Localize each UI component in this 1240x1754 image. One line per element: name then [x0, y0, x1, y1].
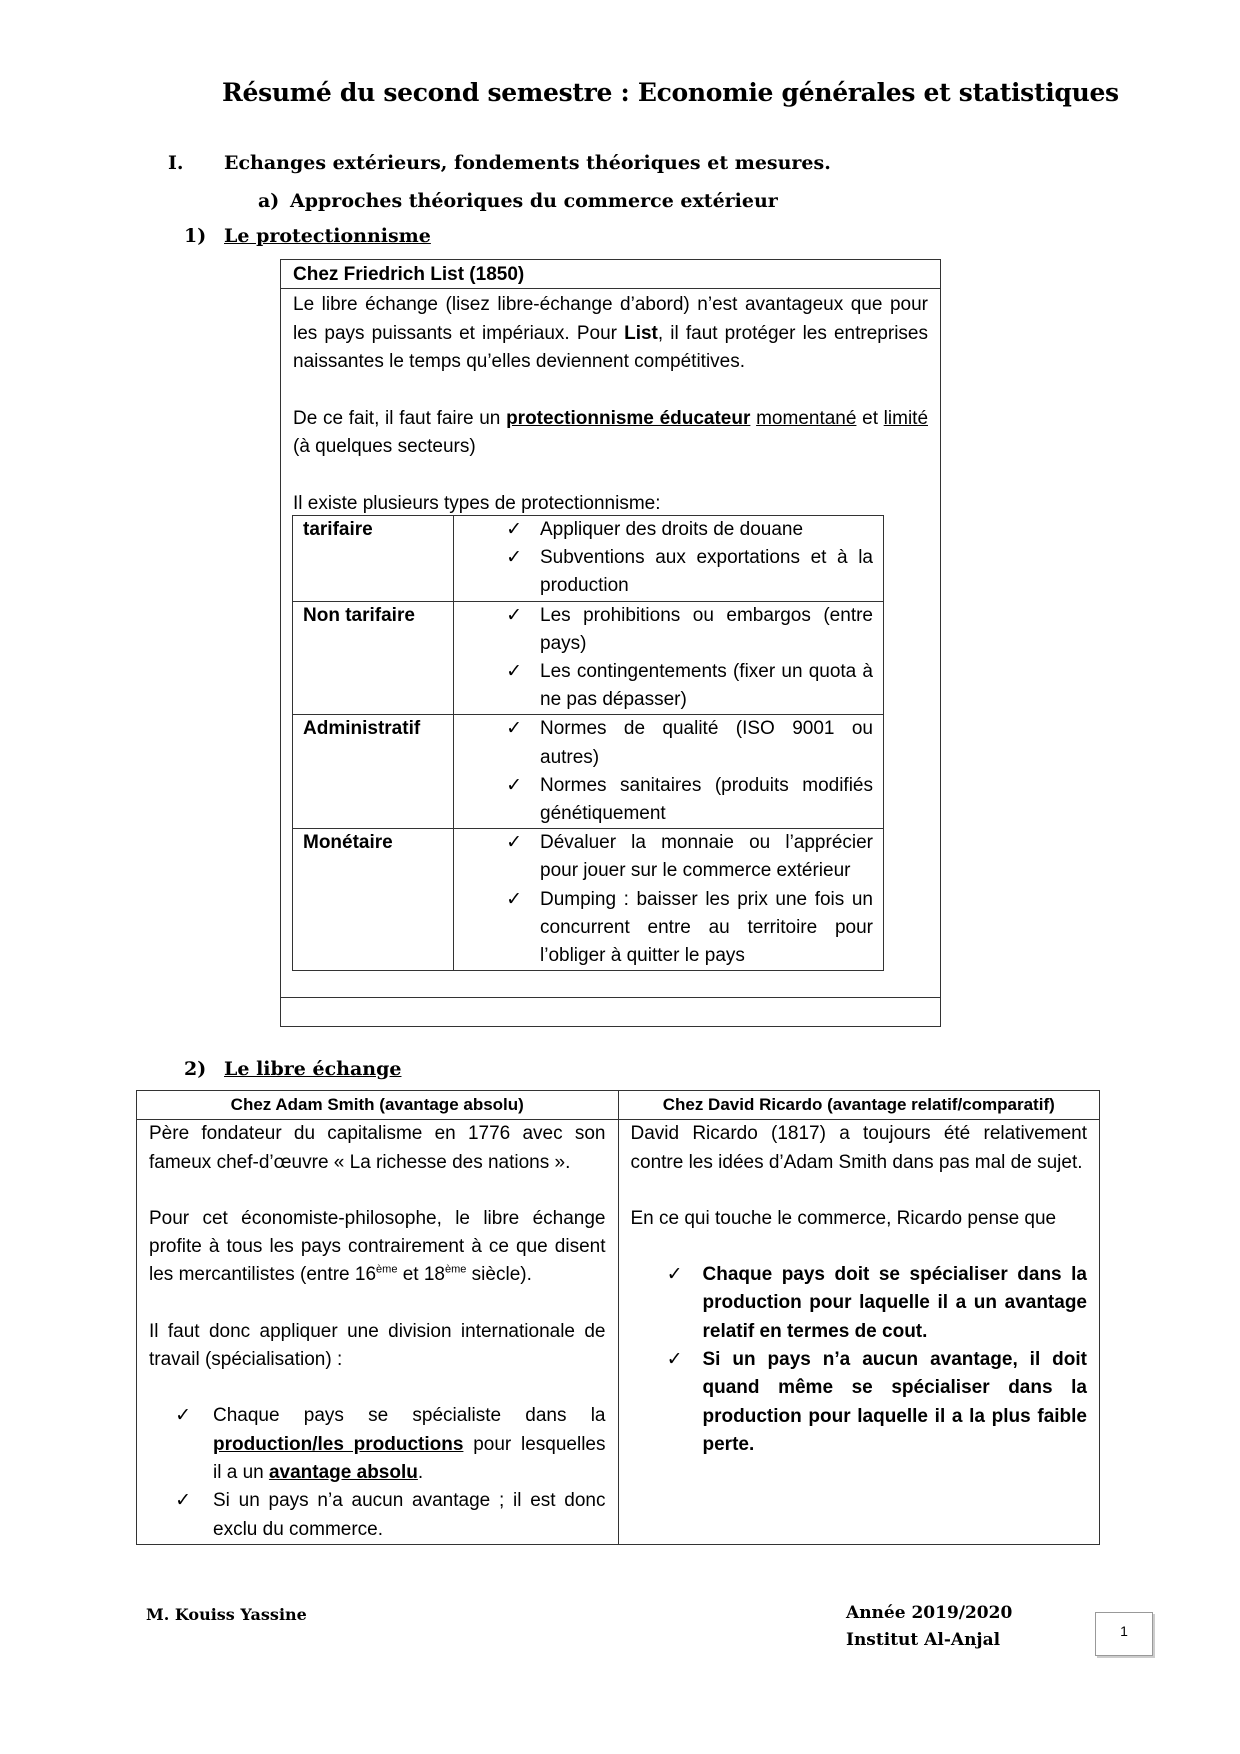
text: . — [417, 1461, 424, 1483]
ricardo-check-item — [631, 1346, 1088, 1459]
smith-paragraph-1: Père fondateur du capitalisme en 1776 avec son fameux chef-d’œuvre « La richesse des nations ». — [149, 1123, 606, 1173]
subsection-label: Approches théoriques du commerce extérieur — [290, 190, 778, 212]
protection-type-row — [293, 516, 884, 602]
check-icon: ✓ — [506, 519, 522, 540]
check-icon: ✓ — [506, 888, 522, 910]
check-text: Subventions aux exportations et à la production — [540, 547, 873, 597]
page-title: Résumé du second semestre : Economie générales et statistiques — [222, 78, 1119, 107]
bold-underlined-text: protectionnisme éducateur — [506, 407, 751, 429]
bold-underlined-text: production/les productions — [213, 1433, 464, 1455]
check-icon: ✓ — [506, 604, 522, 626]
text: Le libre échange (lisez libre-échange d’abord) n’est avantageux que pour les pays puissants et impériaux. Pour — [293, 294, 928, 344]
check-text: Si un pays n’a aucun avantage ; il est donc exclu du commerce. — [213, 1490, 606, 1540]
list-box-footer-row — [281, 997, 940, 1026]
ricardo-column-header: Chez David Ricardo (avantage relatif/comparatif) — [618, 1091, 1100, 1120]
protection-type-items — [454, 715, 884, 829]
check-icon: ✓ — [175, 1490, 191, 1512]
check-text: Normes de qualité (ISO 9001 ou autres) — [540, 718, 873, 768]
check-text: Normes sanitaires (produits modifiés génétiquement — [540, 774, 873, 825]
page-number: 1 — [1095, 1612, 1153, 1656]
check-item — [454, 544, 873, 600]
ricardo-paragraph-2: En ce qui touche le commerce, Ricardo pense que — [630, 1207, 1057, 1229]
check-text: Les contingentements (fixer un quota à ne pas dépasser) — [540, 661, 873, 711]
smith-check-item — [149, 1487, 606, 1544]
footer-year: Année 2019/2020 — [846, 1603, 1013, 1623]
text: et — [856, 407, 884, 429]
check-item — [454, 772, 873, 828]
check-icon: ✓ — [506, 547, 522, 569]
list-paragraph-1 — [293, 291, 928, 377]
check-icon: ✓ — [506, 718, 522, 740]
protection-type-name: Administratif — [293, 715, 454, 829]
smith-paragraph-3: Il faut donc appliquer une division internationale de travail (spécialisation) : — [149, 1320, 606, 1371]
check-icon: ✓ — [175, 1405, 191, 1427]
list-paragraph-2 — [293, 405, 928, 462]
heading-label: Le protectionnisme — [224, 225, 431, 247]
protection-type-name: Non tarifaire — [293, 601, 454, 715]
check-text: Chaque pays doit se spécialiser dans la production pour laquelle il a un avantage relatif en termes de cout. — [702, 1264, 1087, 1342]
section-label: Echanges extérieurs, fondements théoriques et mesures. — [224, 152, 831, 174]
ricardo-check-item — [631, 1261, 1088, 1346]
protection-type-items — [454, 829, 884, 971]
text: , il faut protéger les entreprises naissantes le temps qu’elles deviennent compétitives. — [293, 322, 928, 372]
heading-label: Le libre échange — [224, 1058, 402, 1080]
protection-types-table — [292, 515, 884, 971]
heading-protectionnisme — [184, 225, 431, 247]
footer-info — [846, 1600, 1012, 1654]
footer-author: M. Kouiss Yassine — [146, 1605, 307, 1624]
check-text: Les prohibitions ou embargos (entre pays) — [540, 604, 873, 654]
list-box-body — [281, 289, 940, 518]
list-paragraph-3: Il existe plusieurs types de protectionnisme: — [293, 492, 661, 514]
list-box — [280, 259, 941, 1027]
free-trade-table — [136, 1090, 1100, 1545]
check-text: Dévaluer la monnaie ou l’apprécier pour jouer sur le commerce extérieur — [540, 832, 873, 882]
bold-underlined-text: avantage absolu — [268, 1461, 418, 1483]
check-item — [454, 886, 873, 971]
text: pour lesquelles il a un — [213, 1433, 606, 1483]
ricardo-paragraph-1: David Ricardo (1817) a toujours été relativement contre les idées d’Adam Smith dans pas mal de sujet. — [630, 1123, 1087, 1173]
text: siècle). — [466, 1264, 532, 1286]
text: (à quelques secteurs) — [293, 436, 476, 457]
check-text: Appliquer des droits de douane — [540, 519, 804, 540]
check-text: Si un pays n’a aucun avantage, il doit quand même se spécialiser dans la production pour laquelle il a la plus faible perte. — [702, 1349, 1087, 1455]
heading-number: 1) — [184, 225, 207, 247]
section-heading-1 — [168, 152, 831, 174]
check-item — [454, 516, 873, 544]
list-box-header: Chez Friedrich List (1850) — [281, 260, 940, 289]
check-icon: ✓ — [666, 1349, 683, 1371]
ricardo-cell — [618, 1120, 1100, 1545]
check-item — [454, 658, 873, 714]
check-text — [213, 1402, 606, 1487]
heading-number: 2) — [184, 1058, 207, 1080]
protection-type-row — [293, 829, 884, 971]
underlined-text: momentané — [756, 407, 857, 429]
superscript: ème — [376, 1264, 398, 1277]
smith-cell — [137, 1120, 619, 1545]
check-item — [454, 715, 873, 771]
superscript: ème — [445, 1264, 467, 1277]
check-text: Dumping : baisser les prix une fois un concurrent entre au territoire pour l’obliger à quitter le pays — [540, 888, 873, 967]
check-item — [454, 829, 873, 885]
protection-type-items — [454, 601, 884, 715]
protection-type-row — [293, 601, 884, 715]
text: et 18 — [397, 1264, 445, 1286]
smith-paragraph-2 — [149, 1205, 606, 1290]
protection-type-items — [454, 516, 884, 602]
footer-institute: Institut Al-Anjal — [846, 1630, 1001, 1650]
text: Pour cet économiste-philosophe, le libre échange profite à tous les pays contrairement à ce que disent les mercantilistes (entre 16 — [149, 1207, 606, 1286]
heading-libre-echange — [184, 1058, 401, 1080]
protection-type-name: Monétaire — [293, 829, 454, 971]
subsection-heading-a — [258, 190, 778, 212]
check-item — [454, 602, 873, 658]
check-icon: ✓ — [506, 661, 522, 683]
text: Chaque pays se spécialiste dans la — [213, 1405, 606, 1427]
check-icon: ✓ — [506, 774, 522, 796]
protection-type-row — [293, 715, 884, 829]
subsection-letter: a) — [258, 190, 280, 212]
smith-column-header: Chez Adam Smith (avantage absolu) — [137, 1091, 619, 1120]
section-number: I. — [168, 152, 184, 174]
underlined-text: limité — [883, 407, 929, 429]
text: De ce fait, il faut faire un — [293, 407, 507, 429]
bold-text: List — [624, 322, 658, 344]
check-icon: ✓ — [666, 1264, 683, 1286]
protection-type-name: tarifaire — [293, 516, 454, 602]
smith-check-item — [149, 1402, 606, 1487]
check-icon: ✓ — [506, 832, 522, 854]
